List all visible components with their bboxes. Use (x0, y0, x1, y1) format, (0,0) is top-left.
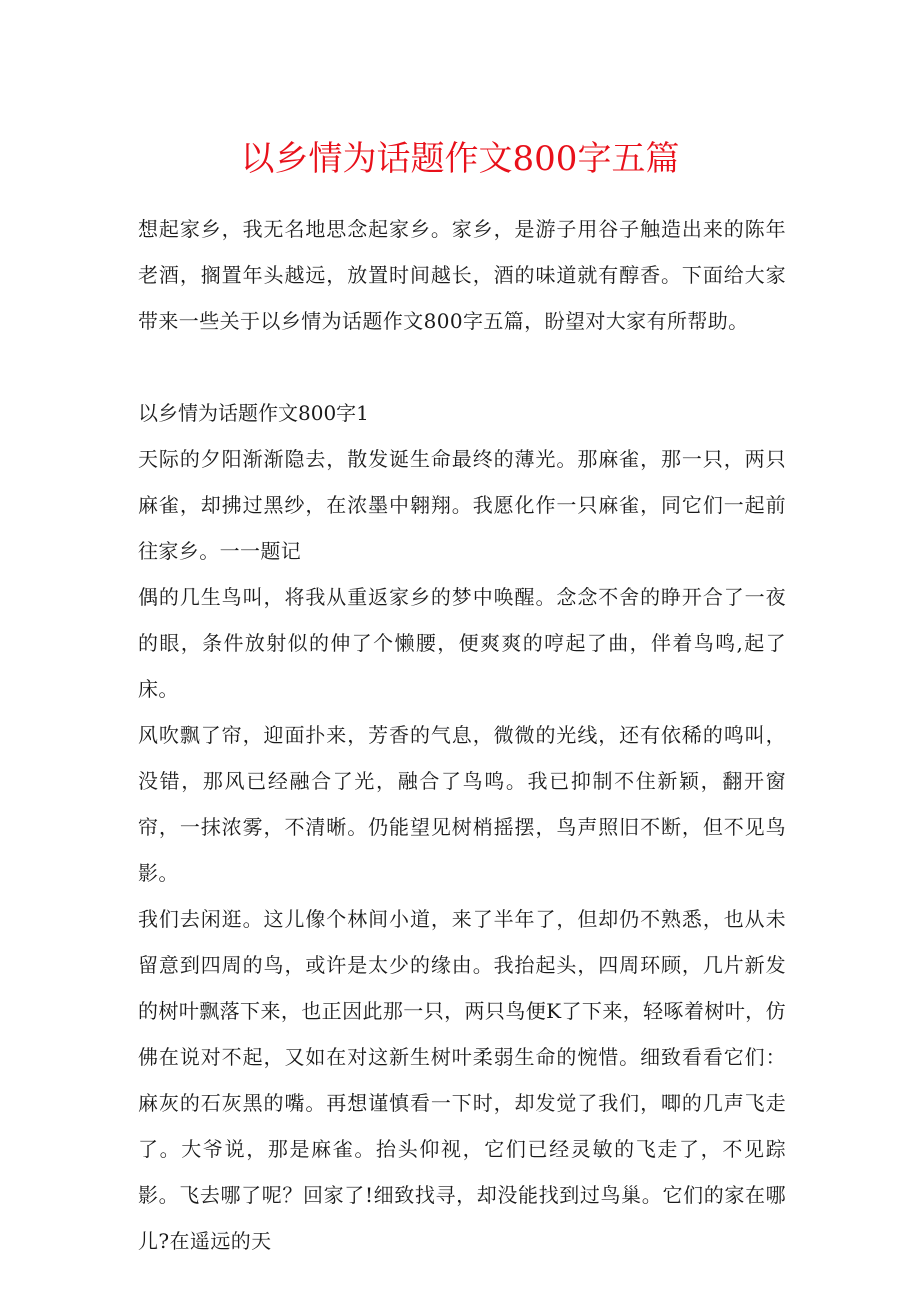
page-title: 以乡情为话题作文800字五篇 (240, 139, 680, 179)
section-heading: 以乡情为话题作文800字1 (138, 401, 369, 425)
intro-paragraph: 想起家乡，我无名地思念起家乡。家乡，是游子用谷子触造出来的陈年老酒，搁置年头越远，放置时间越长，酒的味道就有醇香。下面给大家带来一些关于以乡情为话题作文800字五篇，盼望对大家有所帮助。 (138, 217, 786, 333)
article-body (138, 206, 786, 1264)
body-paragraph: 偶的几生鸟叫，将我从重返家乡的梦中唤醒。念念不舍的睁开合了一夜的眼，条件放射似的伸了个懒腰，便爽爽的哼起了曲，伴着鸟鸣,起了床。 (138, 585, 786, 701)
body-paragraph: 风吹飘了帘，迎面扑来，芳香的气息，微微的光线，还有依稀的鸣叫，没错，那风已经融合了光，融合了鸟鸣。我已抑制不住新颖，翻开窗帘，一抹浓雾，不清晰。仍能望见树梢摇摆，鸟声照旧不断，但不见鸟影。 (138, 723, 786, 885)
body-paragraph: 天际的夕阳渐渐隐去，散发诞生命最终的薄光。那麻雀，那一只，两只麻雀，却拂过黑纱，在浓墨中翱翔。我愿化作一只麻雀，同它们一起前往家乡。一一题记 (138, 447, 786, 563)
body-paragraph: 我们去闲逛。这儿像个林间小道，来了半年了，但却仍不熟悉，也从未留意到四周的鸟，或许是太少的缘由。我抬起头，四周环顾，几片新发的树叶飘落下来，也正因此那一只，两只鸟便K了下来，轻啄着树叶，仿佛在说对不起，又如在对这新生树叶柔弱生命的惋惜。细致看看它们：麻灰的石灰黑的嘴。再想谨慎看一下时，却发觉了我们，唧的几声飞走了。大爷说，那是麻雀。抬头仰视，它们已经灵敏的飞走了，不见踪影。飞去哪了呢？回家了!细致找寻，却没能找到过鸟巢。它们的家在哪儿?在遥远的天 (138, 907, 786, 1253)
